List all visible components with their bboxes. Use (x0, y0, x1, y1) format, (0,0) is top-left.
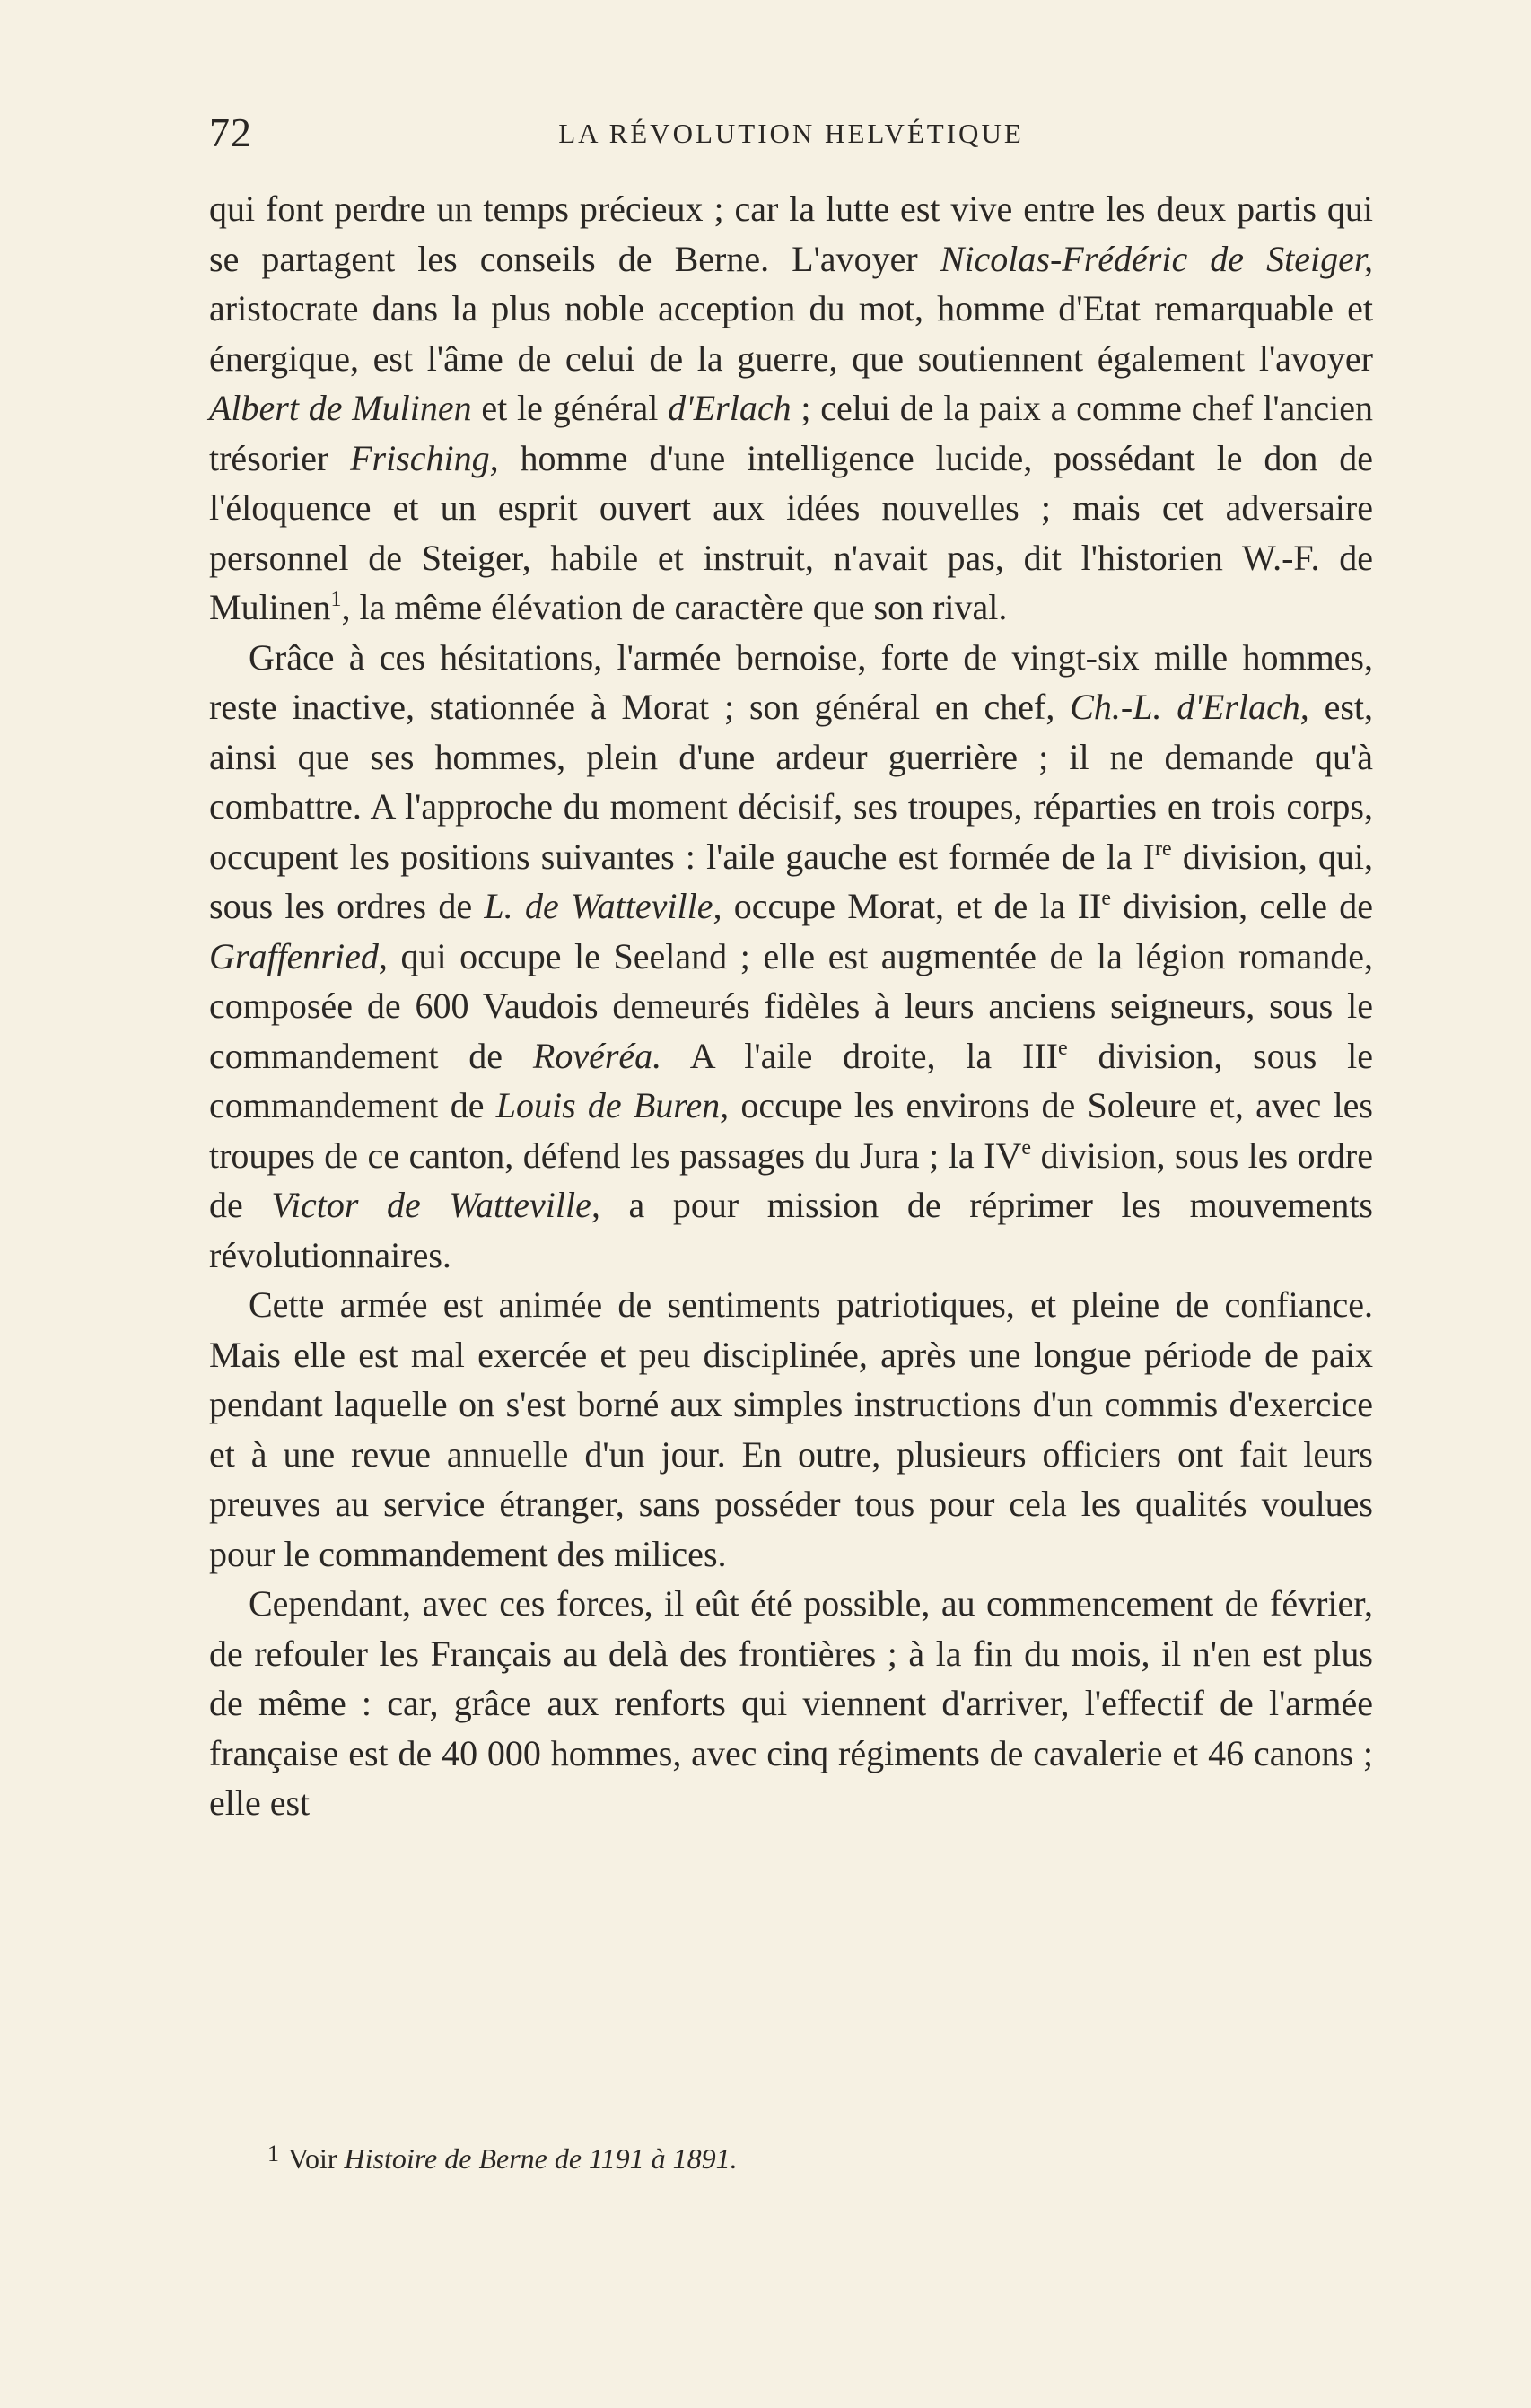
running-title: LA RÉVOLUTION HELVÉTIQUE (558, 118, 1024, 149)
paragraph-1: qui font perdre un temps précieux ; car la lutte est vive entre les deux partis qui se partagent les conseils de Berne. L'avoyer Nicolas-Frédéric de Steiger, aristocrate dans la plus noble acception du mot, homme d'Etat remarquable et énergique, est l'âme de celui de la guerre, que soutiennent également l'avoyer Albert de Mulinen et le général d'Erlach ; celui de la paix a comme chef l'ancien trésorier Frisching, homme d'une intelligence lucide, possédant le don de l'éloquence et un esprit ouvert aux idées nouvelles ; mais cet adversaire personnel de Steiger, habile et instruit, n'avait pas, dit l'historien W.-F. de Mulinen$^1$, la même élévation de caractère que son rival. (209, 188, 1374, 627)
person-name: Louis de Buren, (495, 1085, 730, 1125)
footnote-marker: 1 (267, 2141, 279, 2167)
ordinal-superscript: e (1057, 1036, 1068, 1060)
page-number: 72 (209, 109, 252, 155)
person-name: Victor de Watteville, (271, 1185, 600, 1225)
person-name: Ch.-L. d'Erlach, (1070, 687, 1309, 727)
ordinal-superscript: re (1155, 836, 1172, 861)
ordinal-superscript: e (1021, 1135, 1032, 1160)
page-header (209, 106, 1373, 160)
footnote (267, 2134, 1373, 2178)
person-name: L. de Watteville, (484, 886, 722, 926)
person-name: Nicolas-Frédéric de Steiger, (940, 238, 1374, 279)
person-name: d'Erlach (668, 388, 792, 428)
ordinal-superscript: e (1101, 887, 1111, 910)
footnote-book-title: Histoire de Berne de 1191 à 1891. (344, 2142, 738, 2175)
footnote-prefix: Voir (288, 2142, 345, 2175)
footnote-reference: 1 (330, 588, 342, 611)
person-name: Albert de Mulinen (209, 388, 472, 428)
body-text (209, 184, 1373, 1828)
paragraph-3: Cette armée est animée de sentiments patriotiques, et pleine de confiance. Mais elle est mal exercée et peu disciplinée, après une longue période de paix pendant laquelle on s'est borné aux simples instructions d'un commis d'exercice et à une revue annuelle d'un jour. En outre, plusieurs officiers ont fait leurs preuves au service étranger, sans posséder tous pour cela les qualités voulues pour le commandement des milices. (209, 1284, 1373, 1574)
person-name: Rovéréa. (532, 1035, 662, 1076)
paragraph-4: Cependant, avec ces forces, il eût été possible, au commencement de février, de refouler les Français au delà des frontières ; à la fin du mois, il n'en est plus de même : car, grâce aux renforts qui viennent d'arriver, l'effectif de l'armée française est de 40 000 hommes, avec cinq régiments de cavalerie et 46 canons ; elle est (209, 1583, 1373, 1823)
person-name: Graffenried, (209, 935, 388, 976)
person-name: Frisching, (350, 437, 499, 478)
paragraph-2: Grâce à ces hésitations, l'armée bernoise, forte de vingt-six mille hommes, reste inactive, stationnée à Morat ; son général en chef, Ch.-L. d'Erlach, est, ainsi que ses hommes, plein d'une ardeur guerrière ; il ne demande qu'à combattre. A l'approche du moment décisif, ses troupes, réparties en trois corps, occupent les positions suivantes : l'aile gauche est formée de la Ire division, qui, sous les ordres de L. de Watteville, occupe Morat, et de la IIe division, celle de Graffenried, qui occupe le Seeland ; elle est augmentée de la légion romande, composée de 600 Vaudois demeurés fidèles à leurs anciens seigneurs, sous le commandement de Rovéréa. A l'aile droite, la IIIe division, sous le commandement de Louis de Buren, occupe les environs de Soleure et, avec les troupes de ce canton, défend les passages du Jura ; la IVe division, sous les ordre de Victor de Watteville, a pour mission de réprimer les mouvements révolutionnaires. (209, 636, 1374, 1275)
